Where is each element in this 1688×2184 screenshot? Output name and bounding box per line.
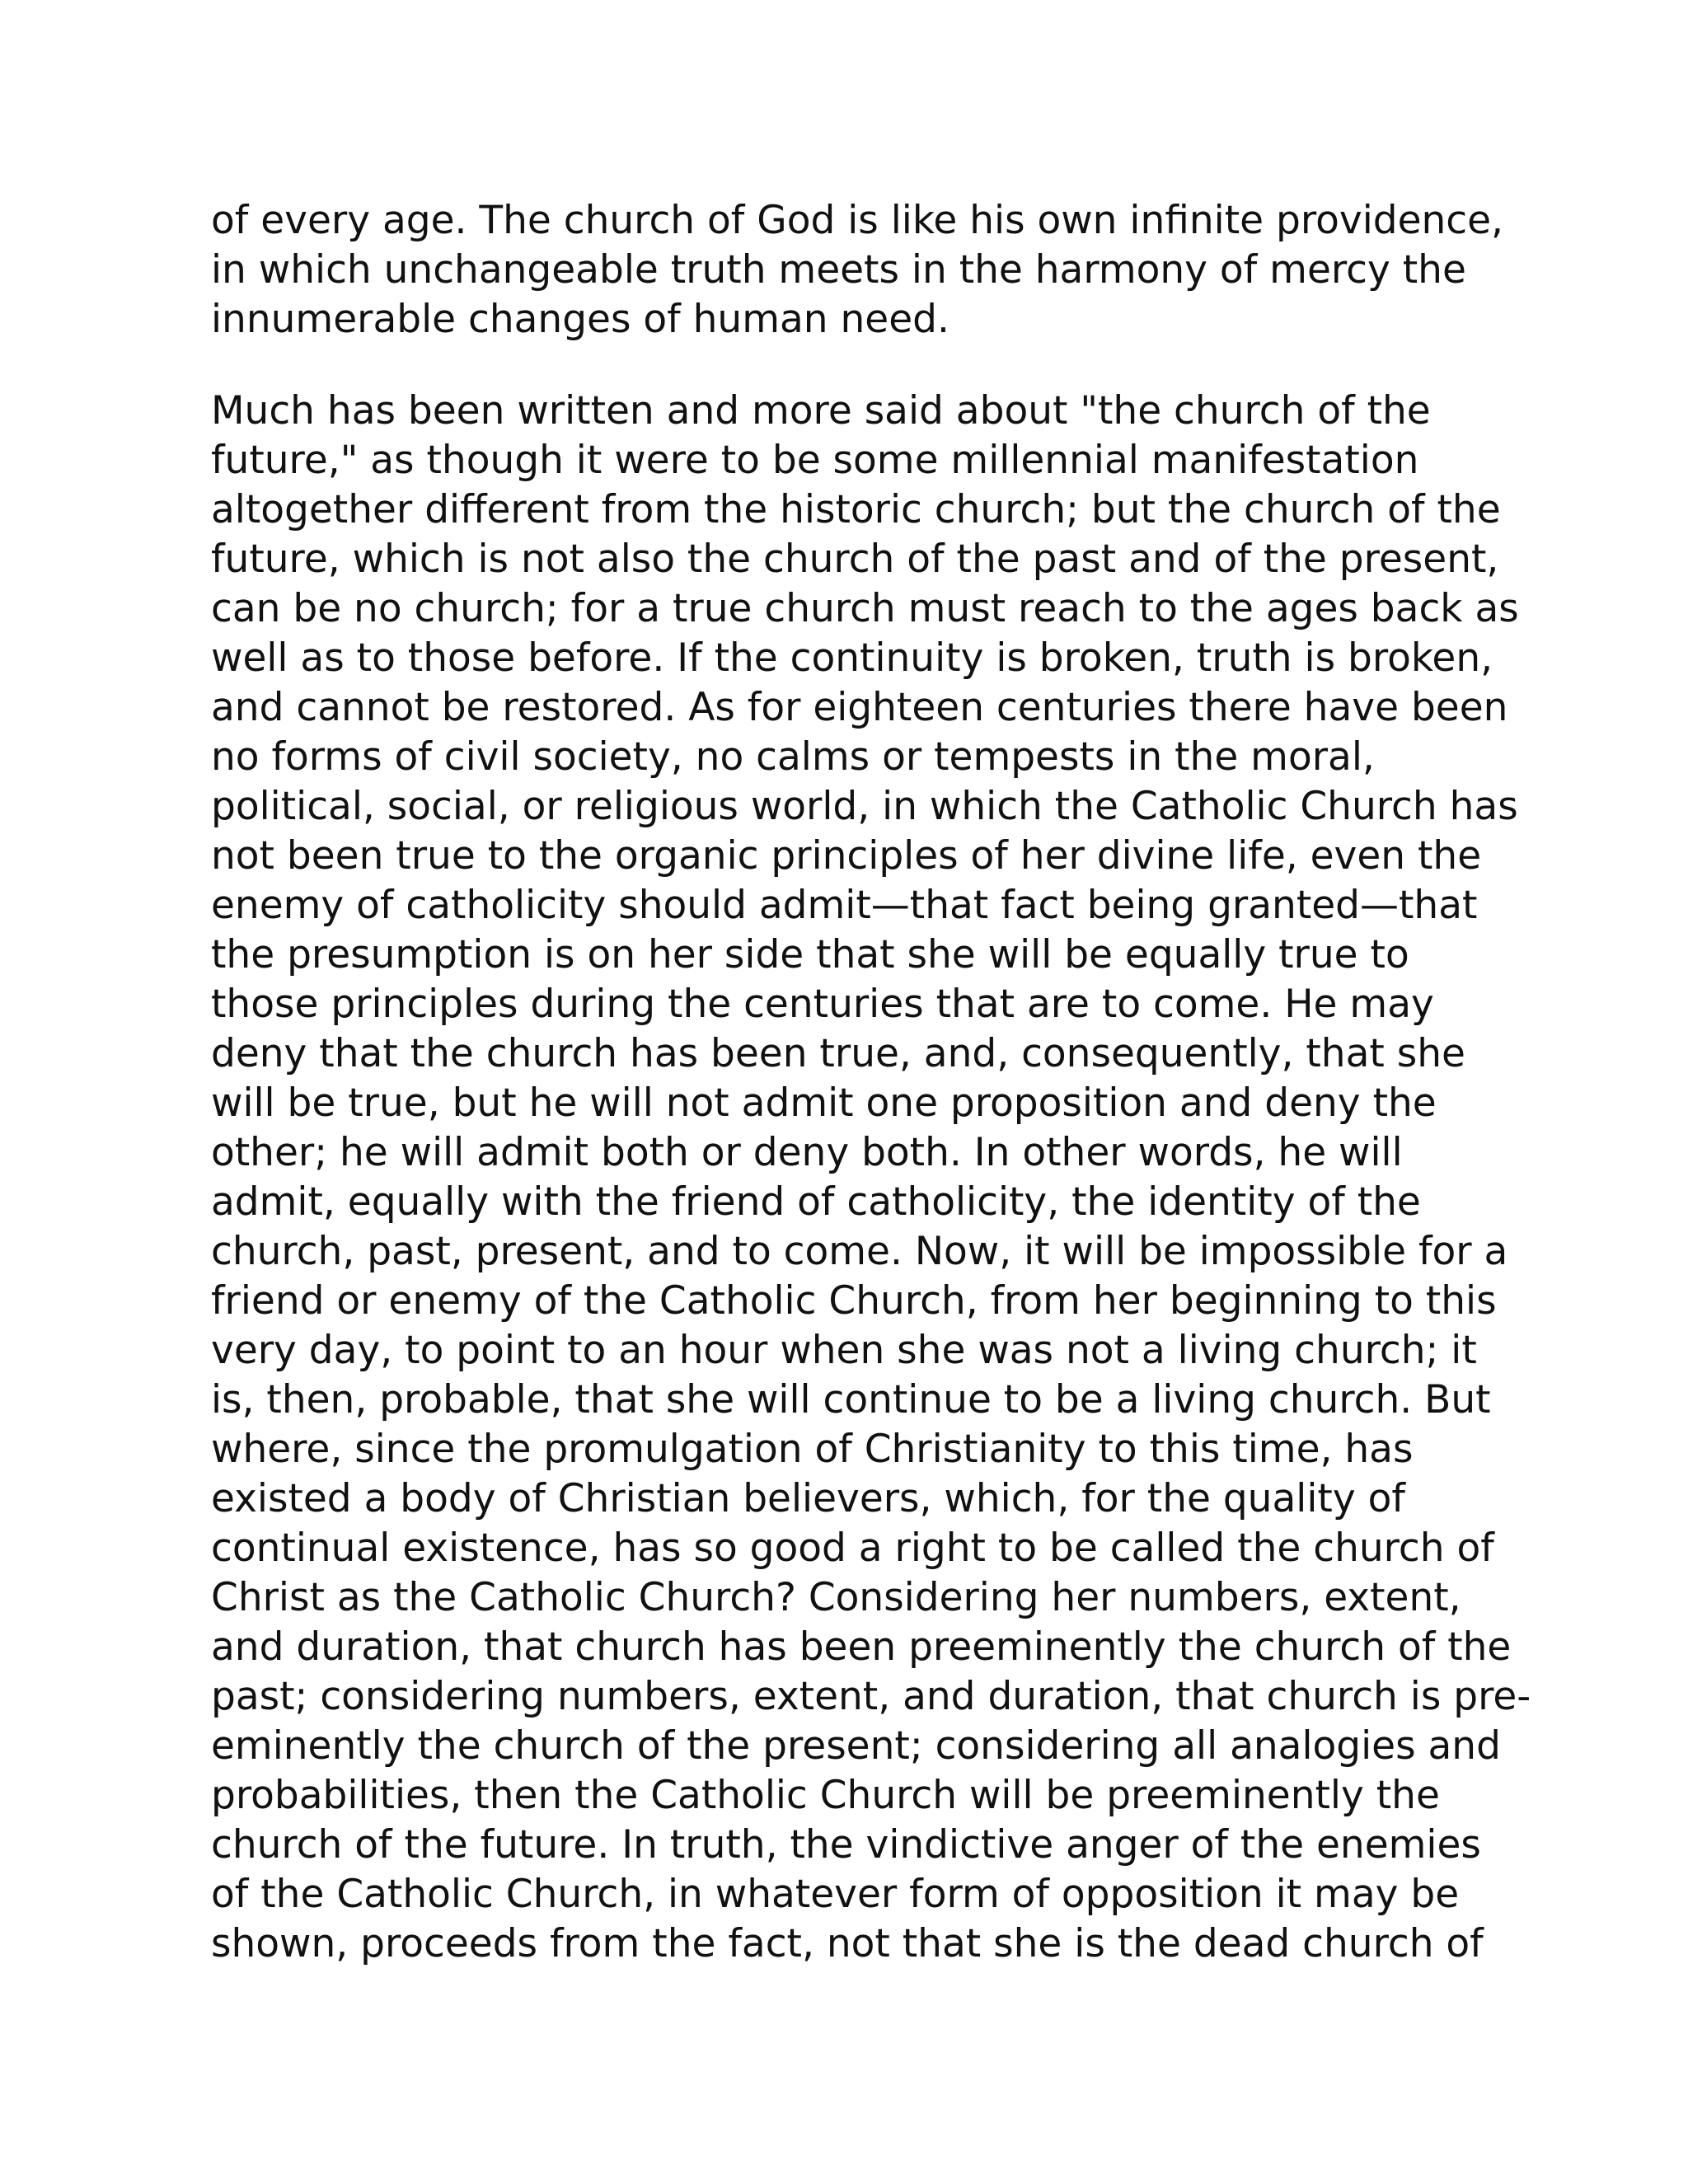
text-line: of the Catholic Church, in whatever form of opposition it may be <box>211 1872 1460 1917</box>
text-line: deny that the church has been true, and, consequently, that she <box>211 1031 1465 1076</box>
paragraph-2 <box>211 387 1531 1969</box>
text-line: continual existence, has so good a right to be called the church of <box>211 1526 1494 1571</box>
text-line: in which unchangeable truth meets in the harmony of mercy the <box>211 247 1466 293</box>
text-line: future, which is not also the church of the past and of the present, <box>211 537 1499 582</box>
paragraph-1 <box>211 196 1503 344</box>
text-line: altogether different from the historic church; but the church of the <box>211 487 1501 532</box>
text-line: very day, to point to an hour when she was not a living church; it <box>211 1328 1477 1373</box>
text-line: friend or enemy of the Catholic Church, from her beginning to this <box>211 1278 1497 1324</box>
text-line: enemy of catholicity should admit—that fact being granted—that <box>211 883 1478 928</box>
text-line: where, since the promulgation of Christianity to this time, has <box>211 1427 1414 1472</box>
text-line: is, then, probable, that she will continue to be a living church. But <box>211 1377 1491 1422</box>
text-line: can be no church; for a true church must reach to the ages back as <box>211 586 1519 631</box>
text-line: shown, proceeds from the fact, not that she is the dead church of <box>211 1921 1484 1966</box>
text-line: innumerable changes of human need. <box>211 297 950 342</box>
text-line: probabilities, then the Catholic Church will be preeminently the <box>211 1773 1440 1818</box>
text-line: Christ as the Catholic Church? Considering her numbers, extent, <box>211 1575 1461 1620</box>
text-line: Much has been written and more said about "the church of the <box>211 388 1431 434</box>
text-line: of every age. The church of God is like his own infinite providence, <box>211 198 1503 243</box>
body-text <box>211 196 1531 1969</box>
text-line: will be true, but he will not admit one proposition and deny the <box>211 1080 1437 1126</box>
text-line: eminently the church of the present; considering all analogies and <box>211 1723 1501 1769</box>
text-line: not been true to the organic principles of her divine life, even the <box>211 833 1482 879</box>
text-line: past; considering numbers, extent, and duration, that church is pre- <box>211 1674 1531 1719</box>
text-line: political, social, or religious world, in which the Catholic Church has <box>211 784 1518 829</box>
text-line: future," as though it were to be some millennial manifestation <box>211 438 1419 483</box>
text-line: church of the future. In truth, the vindictive anger of the enemies <box>211 1822 1481 1868</box>
text-line: admit, equally with the friend of catholicity, the identity of the <box>211 1179 1421 1225</box>
text-line: and cannot be restored. As for eighteen centuries there have been <box>211 685 1508 730</box>
text-line: no forms of civil society, no calms or tempests in the moral, <box>211 734 1375 780</box>
text-line: church, past, present, and to come. Now, it will be impossible for a <box>211 1229 1508 1274</box>
text-line: and duration, that church has been preeminently the church of the <box>211 1624 1512 1670</box>
text-line: well as to those before. If the continuity is broken, truth is broken, <box>211 635 1493 681</box>
text-line: those principles during the centuries that are to come. He may <box>211 982 1434 1027</box>
text-line: the presumption is on her side that she will be equally true to <box>211 932 1409 977</box>
text-line: existed a body of Christian believers, which, for the quality of <box>211 1476 1405 1521</box>
text-line: other; he will admit both or deny both. In other words, he will <box>211 1130 1403 1175</box>
